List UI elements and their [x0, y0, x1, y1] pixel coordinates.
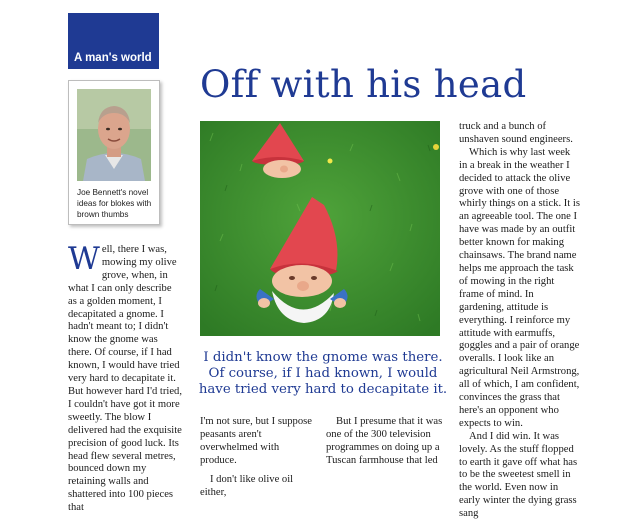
article-mid1-paragraph-2: I don't like olive oil either,	[200, 473, 294, 498]
headline: Off with his head	[200, 63, 527, 106]
section-tag-label: A man's world	[74, 52, 152, 64]
pull-quote: I didn't know the gnome was there. Of course, if I had known, I would have tried very hard to decapitate it.	[198, 350, 448, 397]
article-column-2	[200, 416, 318, 499]
article-col1-text: ell, there I was, mowing my olive grove, when, in what I can only describe as a golden moment, I decapitated a gnome. I hadn't meant to; I didn't know the gnome was there. Of course, if I had known, I would have tried very hard to decapitate it. But however hard I'd tried, I couldn't have got it more sweetly. The blow I delivered had the exquisite precision of good luck. Its head flew several metres, bounced down my retaining walls and shattered into 100 pieces that	[68, 244, 182, 514]
author-portrait-icon	[77, 89, 151, 181]
article-right-paragraph-1: truck and a bunch of unshaven sound engineers.	[459, 121, 573, 145]
article-column-1	[68, 241, 183, 515]
article-column-3	[326, 416, 444, 468]
article-right-paragraph-3: And I did win. It was lovely. As the stuff flopped to earth it gave off what has to be the sweetest smell in the world. Even now in early winter the dying grass sang	[459, 430, 578, 520]
garden-gnomes-photo-icon	[200, 121, 440, 336]
gnomes-photo	[200, 121, 440, 336]
author-box	[68, 80, 160, 225]
drop-cap: W	[68, 241, 100, 277]
article-column-4	[459, 121, 581, 521]
section-tag	[68, 13, 159, 69]
article-mid2-paragraph-1: But I presume that it was one of the 300 television programmes on doing up a Tuscan farmhouse that led	[326, 416, 443, 466]
author-portrait	[77, 89, 151, 181]
article-mid1-paragraph-1: I'm not sure, but I suppose peasants aren't overwhelmed with produce.	[200, 416, 312, 466]
author-caption: Joe Bennett's novel ideas for blokes with brown thumbs	[77, 188, 152, 219]
article-right-paragraph-2: Which is why last week in a break in the weather I decided to attack the olive grove with one of those whirly things on a stick. It is an agreeable tool. The one I have was made by an outfit better known for making chainsaws. The brand name helps me approach the task of mowing in the right frame of mind. In gardening, attitude is everything. I reinforce my attitude with earmuffs, goggles and a pair of orange overalls. I look like an agricultural Neil Armstrong, all of which, I am confident, convinces the grass that here's an opponent who expects to win.	[459, 146, 580, 429]
